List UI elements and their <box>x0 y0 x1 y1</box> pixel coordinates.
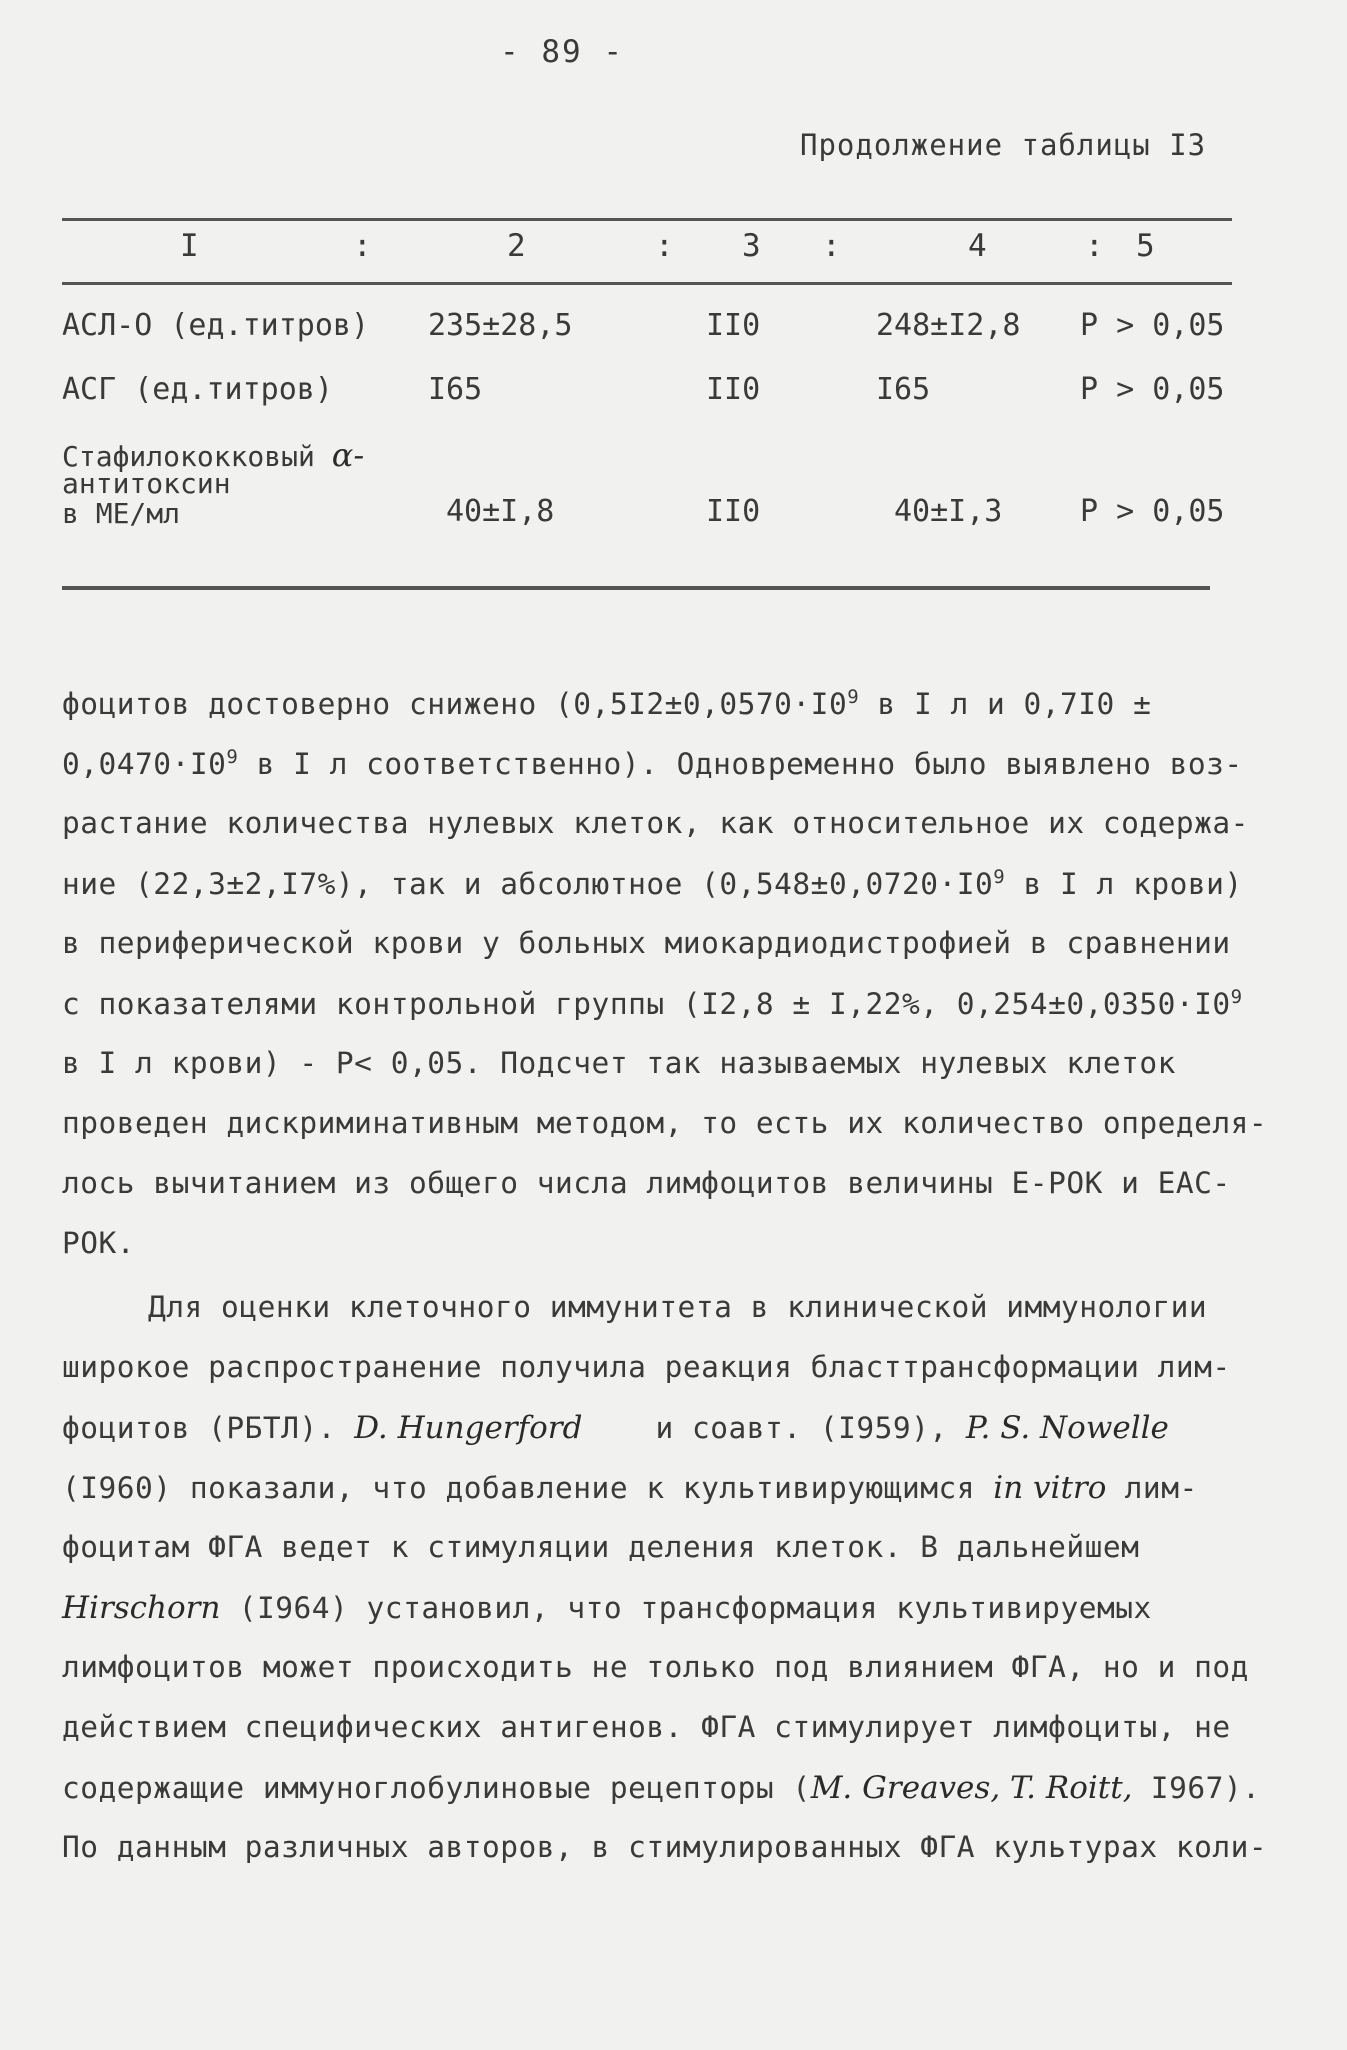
handwritten-author: D. Hungerford <box>354 1410 583 1446</box>
text-line: Для оценки клеточного иммунитета в клинической иммунологии <box>148 1290 1208 1324</box>
col-header-5: 5 <box>1136 228 1155 264</box>
table-cell-indicator: АСГ (ед.титров) <box>62 372 333 407</box>
page-number: - 89 - <box>500 34 624 70</box>
table-cell-indicator-line3: в МЕ/мл <box>62 497 181 530</box>
text-line: лимфоцитов может происходить не только под влиянием ФГА, но и под <box>62 1650 1249 1684</box>
text-line: $0,0470\cdot I0^9$ в I л соответственно). Одновременно было выявлено воз- <box>62 746 1243 781</box>
col-header-4: 4 <box>968 228 987 264</box>
table-bottom-rule <box>62 586 1210 590</box>
table-cell-value: I65 <box>428 372 483 407</box>
col-header-3: 3 <box>742 228 761 264</box>
text-line: (I960) показали, что добавление к культивирующимся in vitro лим- <box>62 1470 1198 1506</box>
handwritten-author: M. Greaves, T. Roitt, <box>810 1770 1133 1806</box>
text-line: фоцитов достоверно снижено ($0,5I2\pm 0,0570\cdot I0^9$ в I л и 0,7I0 ± <box>62 686 1152 721</box>
table-cell-value: 248±I2,8 <box>876 308 1021 343</box>
text-line: РОК. <box>62 1226 136 1260</box>
table-header-rule <box>62 282 1232 285</box>
text-line: с показателями контрольной группы (I2,8 ± I,22%, $0,254\pm 0,0350\cdot I0^9$ <box>62 986 1243 1021</box>
indicator-text: Стафилококковый <box>62 440 315 473</box>
table-cell-value: I65 <box>876 372 931 407</box>
text-line: в I л крови) - P< 0,05. Подсчет так называемых нулевых клеток <box>62 1046 1176 1080</box>
text-line: в периферической крови у больных миокардиодистрофией в сравнении <box>62 926 1231 960</box>
table-top-rule <box>62 218 1232 221</box>
table-cell-value: II0 <box>706 308 761 343</box>
text-line: Hirschorn (I964) установил, что трансформация культивируемых <box>62 1590 1152 1626</box>
col-header-1: I <box>180 228 199 264</box>
col-separator: : <box>353 228 372 264</box>
table-cell-indicator: АСЛ-О (ед.титров) <box>62 308 370 343</box>
handwritten-author: Hirschorn <box>62 1590 221 1626</box>
text-line: фоцитов (РБТЛ). D. Hungerford и соавт. (I959), P. S. Nowelle <box>62 1410 1169 1446</box>
text-line: действием специфических антигенов. ФГА стимулирует лимфоциты, не <box>62 1710 1231 1744</box>
table-cell-pvalue: P > 0,05 <box>1080 372 1225 407</box>
table-continuation-caption: Продолжение таблицы I3 <box>800 128 1207 162</box>
table-cell-value: II0 <box>706 372 761 407</box>
col-separator: : <box>822 228 841 264</box>
text-line: По данным различных авторов, в стимулированных ФГА культурах коли- <box>62 1830 1268 1864</box>
handwritten-term: in vitro <box>993 1470 1107 1506</box>
table-cell-pvalue: P > 0,05 <box>1080 494 1225 529</box>
alpha-symbol: α- <box>331 436 365 474</box>
col-separator: : <box>1085 228 1104 264</box>
text-line: проведен дискриминативным методом, то есть их количество определя- <box>62 1106 1268 1140</box>
text-line: широкое распространение получила реакция бласттрансформации лим- <box>62 1350 1231 1384</box>
text-line: ние (22,3±2,I7%), так и абсолютное ($0,548\pm 0,0720\cdot I0^9$ в I л крови) <box>62 866 1243 901</box>
table-cell-value: 235±28,5 <box>428 308 573 343</box>
table-cell-value: 40±I,3 <box>894 494 1003 529</box>
col-header-2: 2 <box>507 228 526 264</box>
table-cell-value: 40±I,8 <box>446 494 555 529</box>
table-cell-value: II0 <box>706 494 761 529</box>
table-cell-pvalue: P > 0,05 <box>1080 308 1225 343</box>
text-line: лось вычитанием из общего числа лимфоцитов величины Е-РОК и ЕАС- <box>62 1166 1231 1200</box>
table-cell-indicator-line2: антитоксин <box>62 467 231 500</box>
text-line: фоцитам ФГА ведет к стимуляции деления клеток. В дальнейшем <box>62 1530 1140 1564</box>
col-separator: : <box>655 228 674 264</box>
handwritten-author: P. S. Nowelle <box>965 1410 1169 1446</box>
text-line: растание количества нулевых клеток, как относительное их содержа- <box>62 806 1249 840</box>
text-line: содержащие иммуноглобулиновые рецепторы (M. Greaves, T. Roitt, I967). <box>62 1770 1261 1806</box>
